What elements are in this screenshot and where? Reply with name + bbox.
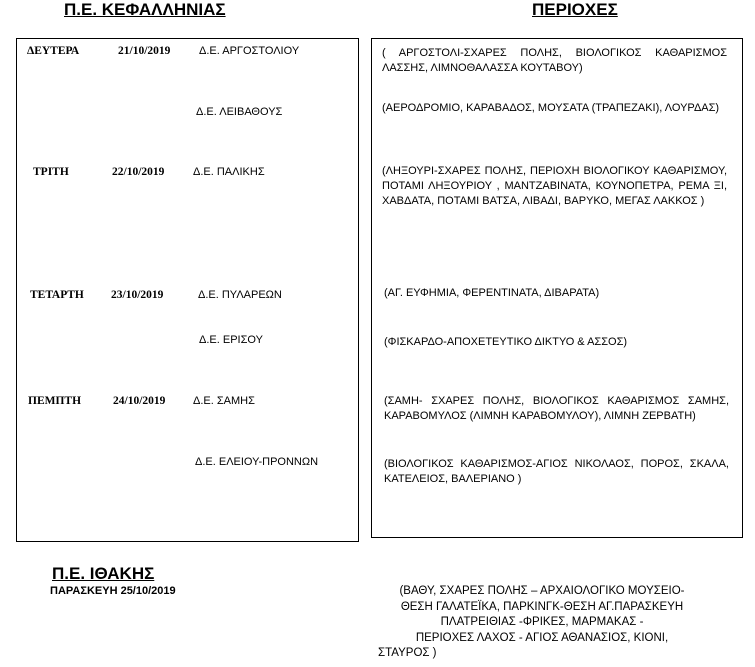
- municipality-label: Δ.Ε. ΛΕΙΒΑΘΟΥΣ: [196, 106, 283, 118]
- day-label: ΤΡΙΤΗ: [33, 166, 69, 178]
- areas-text: (ΒΙΟΛΟΓΙΚΟΣ ΚΑΘΑΡΙΣΜΟΣ-ΑΓΙΟΣ ΝΙΚΟΛΑΟΣ, ΠΟΡΟΣ, ΣΚΑΛΑ, ΚΑΤΕΛΕΙΟΣ, ΒΑΛΕΡΙΑΝΟ ): [384, 458, 729, 485]
- municipality-label: Δ.Ε. ΣΑΜΗΣ: [193, 395, 255, 407]
- heading-areas: ΠΕΡΙΟΧΕΣ: [532, 0, 618, 19]
- areas-text: (ΛΗΞΟΥΡΙ-ΣΧΑΡΕΣ ΠΟΛΗΣ, ΠΕΡΙΟΧΗ ΒΙΟΛΟΓΙΚΟΥ ΚΑΘΑΡΙΣΜΟΥ, ΠΟΤΑΜΙ ΛΗΞΟΥΡΙΟΥ , ΜΑΝΤΖΑΒΙΝΑΤΑ, ΚΟΥΝΟΠΕΤΡΑ, ΡΕΜΑ ΞΙ, ΧΑΒΔΑΤΑ, ΠΟΤΑΜΙ ΒΑΤΣΑ, ΛΙΒΑΔΙ, ΒΑΡΥΚΟ, ΜΕΓΑΣ ΛΑΚΚΟΣ ): [382, 165, 727, 207]
- ithaki-areas-line: ΘΕΣΗ ΓΑΛΑΤΕΪΚΑ, ΠΑΡΚΙΝΓΚ-ΘΕΣΗ ΑΓ.ΠΑΡΑΣΚΕΥΗ: [400, 600, 684, 613]
- date-label: 23/10/2019: [111, 289, 164, 301]
- heading-ithaki: Π.Ε. ΙΘΑΚΗΣ: [52, 564, 155, 583]
- ithaki-date-label: ΠΑΡΑΣΚΕΥΗ 25/10/2019: [50, 585, 176, 597]
- day-label: ΔΕΥΤΕΡΑ: [27, 45, 80, 57]
- day-label: ΠΕΜΠΤΗ: [28, 395, 82, 407]
- areas-text: (ΣΑΜΗ- ΣΧΑΡΕΣ ΠΟΛΗΣ, ΒΙΟΛΟΓΙΚΟΣ ΚΑΘΑΡΙΣΜΟΣ ΣΑΜΗΣ, ΚΑΡΑΒΟΜΥΛΟΣ (ΛΙΜΝΗ ΚΑΡΑΒΟΜΥΛΟΥ), ΛΙΜΝΗ ΖΕΡΒΑΤΗ): [384, 395, 729, 422]
- date-label: 22/10/2019: [112, 166, 165, 178]
- ithaki-areas-line: ΠΕΡΙΟΧΕΣ ΛΑΧΟΣ - ΑΓΙΟΣ ΑΘΑΝΑΣΙΟΣ, ΚΙΟΝΙ,: [415, 631, 669, 644]
- ithaki-areas-line: ΣΤΑΥΡΟΣ ): [378, 647, 437, 659]
- municipality-label: Δ.Ε. ΑΡΓΟΣΤΟΛΙΟΥ: [199, 45, 300, 57]
- municipality-label: Δ.Ε. ΠΑΛΙΚΗΣ: [193, 166, 265, 178]
- heading-kefallinia: Π.Ε. ΚΕΦΑΛΛΗΝΙΑΣ: [64, 0, 226, 19]
- ithaki-areas-line: ΠΛΑΤΡΕΙΘΙΑΣ -ΦΡΙΚΕΣ, ΜΑΡΜΑΚΑΣ -: [440, 616, 644, 628]
- areas-text: (ΦΙΣΚΑΡΔΟ-ΑΠΟΧΕΤΕΥΤΙΚΟ ΔΙΚΤΥΟ & ΑΣΣΟΣ): [384, 336, 628, 348]
- municipality-label: Δ.Ε. ΠΥΛΑΡΕΩΝ: [198, 289, 282, 301]
- ithaki-areas-text: [352, 584, 732, 662]
- municipality-label: Δ.Ε. ΕΡΙΣΟΥ: [199, 334, 263, 346]
- municipality-label: Δ.Ε. ΕΛΕΙΟΥ-ΠΡΟΝΝΩΝ: [195, 456, 319, 468]
- areas-text: (ΑΕΡΟΔΡΟΜΙΟ, ΚΑΡΑΒΑΔΟΣ, ΜΟΥΣΑΤΑ (ΤΡΑΠΕΖΑΚΙ), ΛΟΥΡΔΑΣ): [382, 102, 720, 114]
- day-label: ΤΕΤΑΡΤΗ: [30, 289, 84, 301]
- areas-text: (ΑΓ. ΕΥΦΗΜΙΑ, ΦΕΡΕΝΤΙΝΑΤΑ, ΔΙΒΑΡΑΤΑ): [384, 287, 600, 299]
- date-label: 24/10/2019: [113, 395, 166, 407]
- date-label: 21/10/2019: [118, 45, 171, 57]
- ithaki-areas-line: (ΒΑΘΥ, ΣΧΑΡΕΣ ΠΟΛΗΣ – ΑΡΧΑΙΟΛΟΓΙΚΟ ΜΟΥΣΕΙΟ-: [399, 585, 685, 597]
- areas-text: ( ΑΡΓΟΣΤΟΛΙ-ΣΧΑΡΕΣ ΠΟΛΗΣ, ΒΙΟΛΟΓΙΚΟΣ ΚΑΘΑΡΙΣΜΟΣ ΛΑΣΣΗΣ, ΛΙΜΝΟΘΑΛΑΣΣΑ ΚΟΥΤΑΒΟΥ): [382, 47, 727, 74]
